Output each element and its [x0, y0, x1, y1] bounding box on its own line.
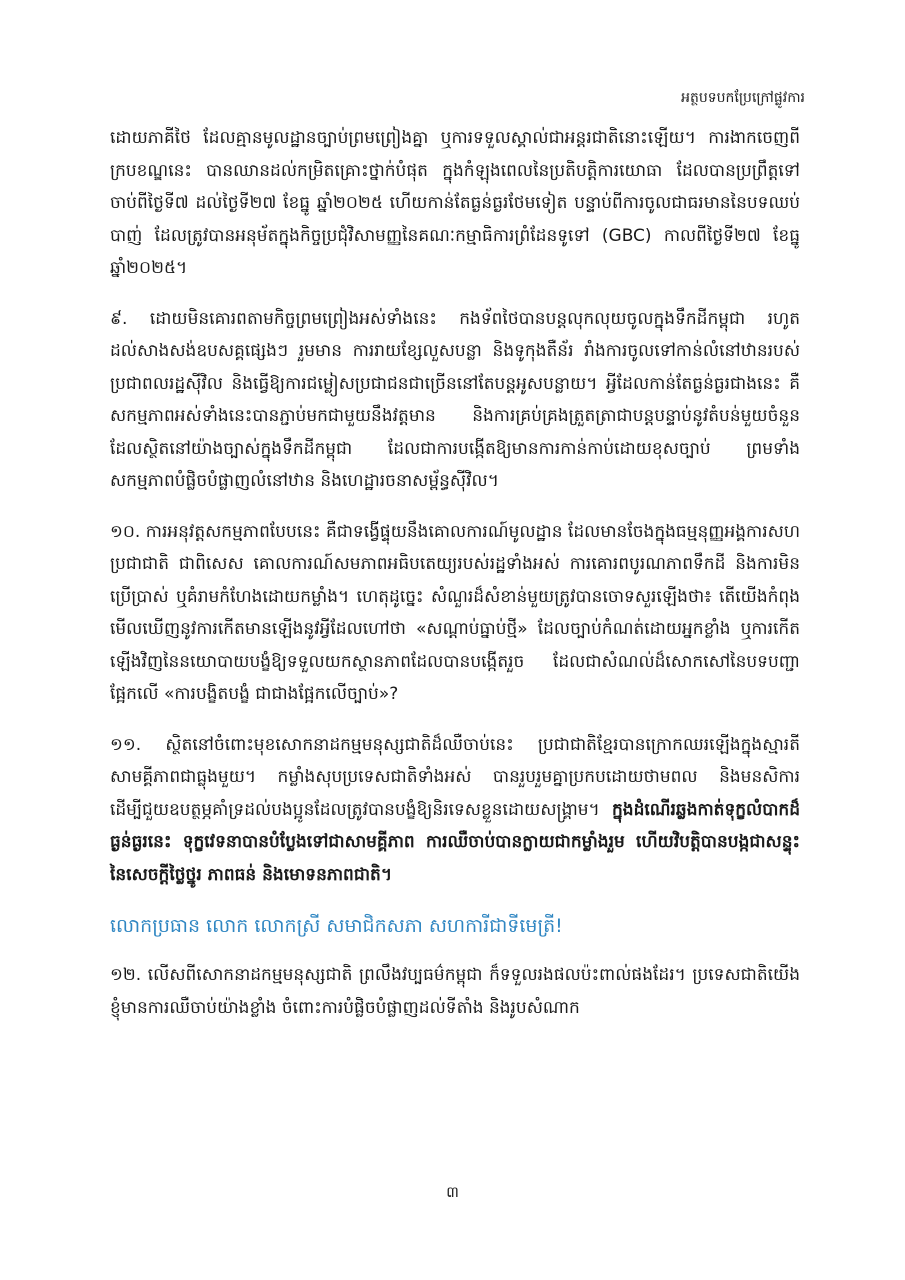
paragraph-intro: ដោយភាគីថៃ ដែលគ្មានមូលដ្ឋានច្បាប់ព្រមព្រៀងគ្នា ឬការទទួលស្គាល់ជាអន្តរជាតិនោះឡើយ។ ការងាកចេញពីក្របខណ្ឌនេះ បានឈានដល់កម្រិតគ្រោះថ្នាក់បំផុត ក្នុងកំឡុងពេលនៃប្រតិបត្តិការយោធា ដែលបានប្រព្រឹត្តទៅចាប់ពីថ្ងៃទី៧ ដល់ថ្ងៃទី២៧ ខែធ្នូ ឆ្នាំ២០២៥ ហើយកាន់តែធ្ងន់ធ្ងរថែមទៀត បន្ទាប់ពីការចូលជាធរមាននៃបទឈប់បាញ់ ដែលត្រូវបានអនុម័តក្នុងកិច្ចប្រជុំវិសាមញ្ញនៃគណៈកម្មាធិការព្រំដែនទូទៅ (GBC) កាលពីថ្ងៃទី២៧ ខែធ្នូ ឆ្នាំ២០២៥។ — [110, 128, 800, 278]
document-body — [110, 122, 800, 1042]
paragraph-9: ៩. ដោយមិនគោរពតាមកិច្ចព្រមព្រៀងអស់ទាំងនេះ កងទ័ពថៃបានបន្តលុកលុយចូលក្នុងទឹកដីកម្ពុជា រហូតដល់សាងសង់ឧបសគ្គផ្សេងៗ រួមមាន ការរាយខ្សែលួសបន្លា និងទូកុងតឺន័រ រាំងការចូលទៅកាន់លំនៅឋានរបស់ប្រជាពលរដ្ឋស៊ីវិល និងធ្វើឱ្យការជម្លៀសប្រជាជនជាច្រើននៅតែបន្តអូសបន្លាយ។ អ្វីដែលកាន់តែធ្ងន់ធ្ងរជាងនេះ គឺសកម្មភាពអស់ទាំងនេះបានភ្ជាប់មកជាមួយនឹងវត្តមាន និងការគ្រប់គ្រងត្រួតត្រាជាបន្តបន្ទាប់នូវតំបន់មួយចំនួនដែលស្ថិតនៅយ៉ាងច្បាស់ក្នុងទឹកដីកម្ពុជា ដែលជាការបង្កើតឱ្យមានការកាន់កាប់ដោយខុសច្បាប់ ព្រមទាំងសកម្មភាពបំផ្លិចបំផ្លាញលំនៅឋាន និងហេដ្ឋារចនាសម្ព័ន្ធស៊ីវិល។ — [110, 308, 800, 491]
paragraph-12: ១២. លើសពីសោកនាដកម្មមនុស្សជាតិ ព្រលឹងវប្បធម៌កម្ពុជា ក៏ទទួលរងផលប៉ះពាល់ផងដែរ។ ប្រទេសជាតិយើងខ្ញុំមានការឈឺចាប់យ៉ាងខ្លាំង ចំពោះការបំផ្លិចបំផ្លាញដល់ទីតាំង និងរូបសំណាក — [110, 965, 800, 1018]
paragraph-11 — [110, 729, 800, 892]
paragraph-10: ១០. ការអនុវត្តសកម្មភាពបែបនេះ គឺជាទង្វើផ្ទុយនឹងគោលការណ៍មូលដ្ឋាន ដែលមានចែងក្នុងធម្មនុញ្ញអង្គការសហប្រជាជាតិ ជាពិសេស គោលការណ៍សមភាពអធិបតេយ្យរបស់រដ្ឋទាំងអស់ ការគោរពបូរណភាពទឹកដី និងការមិនប្រើប្រាស់ ឬគំរាមកំហែងដោយកម្លាំង។ ហេតុដូច្នេះ សំណួរដ៏សំខាន់មួយត្រូវបានចោទសួរឡើងថា៖ តើយើងកំពុងមើលឃើញនូវការកើតមានឡើងនូវអ្វីដែលហៅថា «សណ្តាប់ធ្នាប់ថ្មី» ដែលច្បាប់កំណត់ដោយអ្នកខ្លាំង ឬការកើតឡើងវិញនៃនយោបាយបង្ខំឱ្យទទួលយកស្ថានភាពដែលបានបង្កើតរួច ដែលជាសំណល់ដ៏សោកសៅនៃបទបញ្ជាផ្អែកលើ «ការបង្ខិតបង្ខំ ជាជាងផ្អែកលើច្បាប់»? — [110, 521, 800, 704]
running-header: អត្ថបទបកប្រែក្រៅផ្លូវការ — [681, 90, 805, 106]
section-heading: លោកប្រធាន លោក លោកស្រី សមាជិកសភា សហការីជាទីមេត្រី! — [110, 915, 563, 937]
page-number: ៣ — [446, 1183, 459, 1201]
paragraph-11-text: ១១. ស្ថិតនៅចំពោះមុខសោកនាដកម្មមនុស្សជាតិដ៏ឈឺចាប់នេះ ប្រជាជាតិខ្មែរបានក្រោកឈរឡើងក្នុងស្មារតីសាមគ្គីភាពជាធ្លុងមួយ។ កម្លាំងសុបប្រទេសជាតិទាំងអស់ បានរួបរួមគ្នាប្រកបដោយថាមពល និងមនសិការ ដើម្បីជួយឧបត្ថម្ភគាំទ្រដល់បងប្អូនដែលត្រូវបានបង្ខំឱ្យនិរទេសខ្លួនដោយសង្គ្រាម។ — [110, 734, 800, 820]
paragraph-11-bold-text: ក្នុងដំណើរឆ្លងកាត់ទុក្ខលំបាកដ៏ធ្ងន់ធ្ងរនេះ ទុក្ខវេទនាបានបំប្លែងទៅជាសាមគ្គីភាព ការឈឺចាប់បានក្លាយជាកម្លាំងរួម ហើយវិបត្តិបានបង្កជាសន្ទុះនៃសេចក្តីថ្លៃថ្នូរ ភាពធន់ និងមោទនភាពជាតិ។ — [110, 799, 800, 885]
